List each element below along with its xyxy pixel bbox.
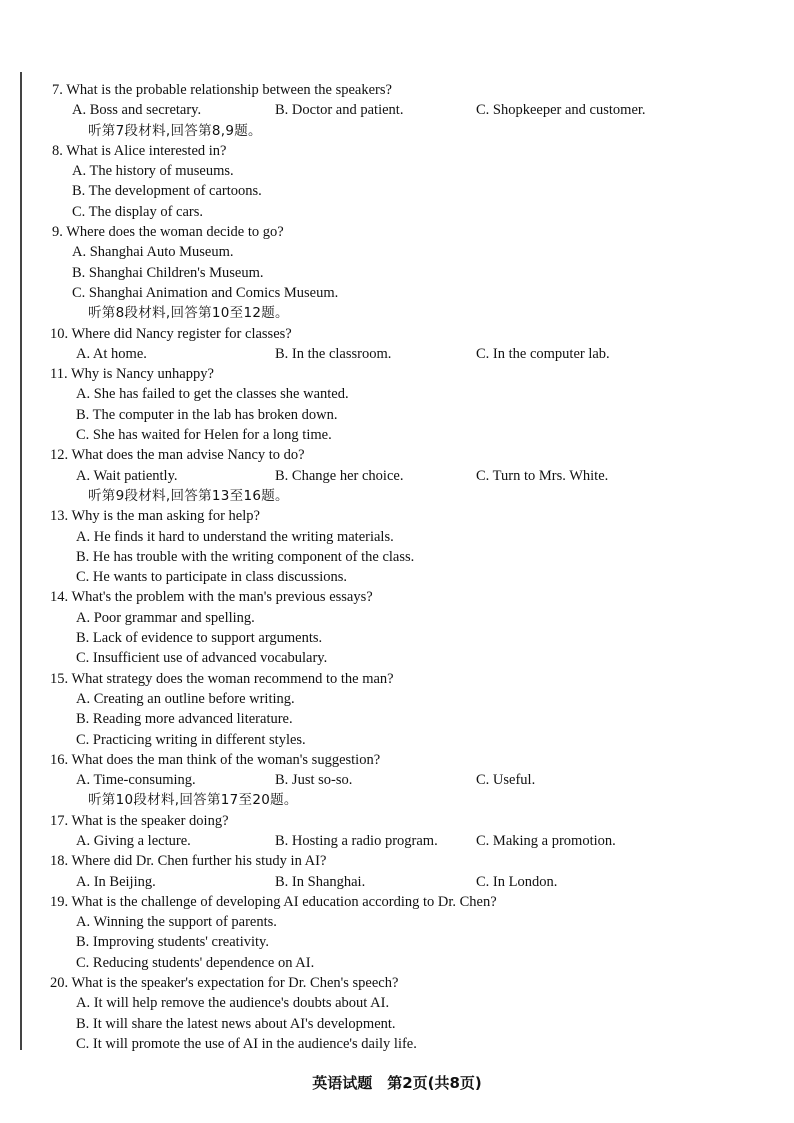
question-18-options bbox=[0, 872, 794, 892]
question-10-option-a: A. At home. bbox=[76, 345, 147, 362]
question-14-option-b: B. Lack of evidence to support arguments. bbox=[76, 630, 323, 647]
section-8-instruction: 听第8段材料,回答第10至12题。 bbox=[88, 305, 289, 322]
question-12-options bbox=[0, 466, 794, 486]
question-19-option-a: A. Winning the support of parents. bbox=[76, 914, 277, 931]
question-7-option-a: A. Boss and secretary. bbox=[72, 102, 202, 119]
question-10-stem: 10. Where did Nancy register for classes? bbox=[50, 325, 292, 342]
question-8-option-c: C. The display of cars. bbox=[72, 203, 204, 220]
question-17-option-a: A. Giving a lecture. bbox=[76, 832, 191, 849]
question-8-option-b: B. The development of cartoons. bbox=[72, 183, 262, 200]
question-7-stem: 7. What is the probable relationship between the speakers? bbox=[52, 82, 392, 98]
question-12-option-b: B. Change her choice. bbox=[275, 467, 404, 484]
question-13-option-b: B. He has trouble with the writing component of the class. bbox=[76, 548, 415, 565]
question-15-option-c: C. Practicing writing in different styles. bbox=[76, 731, 306, 748]
question-20-stem: 20. What is the speaker's expectation for Dr. Chen's speech? bbox=[50, 975, 399, 992]
question-20-option-c: C. It will promote the use of AI in the audience's daily life. bbox=[76, 1035, 417, 1052]
question-10-option-c: C. In the computer lab. bbox=[476, 345, 610, 362]
question-13-option-c: C. He wants to participate in class discussions. bbox=[76, 569, 348, 586]
section-9-instruction: 听第9段材料,回答第13至16题。 bbox=[88, 487, 289, 504]
question-16-option-c: C. Useful. bbox=[476, 772, 536, 789]
question-17-option-c: C. Making a promotion. bbox=[476, 832, 616, 849]
question-15-stem: 15. What strategy does the woman recommend to the man? bbox=[50, 670, 394, 687]
question-16-stem: 16. What does the man think of the woman's suggestion? bbox=[50, 751, 381, 768]
question-19-option-b: B. Improving students' creativity. bbox=[76, 934, 269, 951]
question-13-option-a: A. He finds it hard to understand the writing materials. bbox=[76, 528, 394, 545]
question-17-option-b: B. Hosting a radio program. bbox=[275, 832, 438, 849]
question-20-option-b: B. It will share the latest news about AI's development. bbox=[76, 1015, 396, 1032]
question-11-option-c: C. She has waited for Helen for a long time. bbox=[76, 427, 332, 444]
question-16-option-b: B. Just so-so. bbox=[275, 772, 353, 789]
question-19-stem: 19. What is the challenge of developing AI education according to Dr. Chen? bbox=[50, 893, 497, 910]
question-7-options bbox=[0, 100, 794, 120]
question-17-options bbox=[0, 831, 794, 851]
question-18-option-b: B. In Shanghai. bbox=[275, 873, 366, 890]
question-10-options bbox=[0, 344, 794, 364]
question-18-stem: 18. Where did Dr. Chen further his study in AI? bbox=[50, 853, 327, 870]
question-12-option-c: C. Turn to Mrs. White. bbox=[476, 467, 609, 484]
question-8-stem: 8. What is Alice interested in? bbox=[52, 142, 227, 159]
question-9-option-a: A. Shanghai Auto Museum. bbox=[72, 244, 234, 261]
question-13-stem: 13. Why is the man asking for help? bbox=[50, 508, 260, 525]
question-9-stem: 9. Where does the woman decide to go? bbox=[52, 224, 284, 241]
question-7-option-b: B. Doctor and patient. bbox=[275, 102, 404, 119]
question-18-option-c: C. In London. bbox=[476, 873, 558, 890]
question-14-option-c: C. Insufficient use of advanced vocabulary. bbox=[76, 650, 328, 667]
question-10-option-b: B. In the classroom. bbox=[275, 345, 392, 362]
question-8-option-a: A. The history of museums. bbox=[72, 163, 234, 180]
section-10-instruction: 听第10段材料,回答第17至20题。 bbox=[88, 792, 298, 809]
question-15-option-b: B. Reading more advanced literature. bbox=[76, 711, 293, 728]
question-15-option-a: A. Creating an outline before writing. bbox=[76, 690, 295, 707]
question-16-options bbox=[0, 770, 794, 790]
question-12-stem: 12. What does the man advise Nancy to do? bbox=[50, 447, 305, 464]
question-9-option-b: B. Shanghai Children's Museum. bbox=[72, 264, 264, 281]
question-19-option-c: C. Reducing students' dependence on AI. bbox=[76, 954, 315, 971]
question-20-option-a: A. It will help remove the audience's doubts about AI. bbox=[76, 995, 390, 1012]
question-12-option-a: A. Wait patiently. bbox=[76, 467, 178, 484]
section-7-instruction: 听第7段材料,回答第8,9题。 bbox=[88, 122, 262, 139]
question-11-stem: 11. Why is Nancy unhappy? bbox=[50, 366, 214, 383]
question-list bbox=[0, 80, 794, 1054]
question-11-option-a: A. She has failed to get the classes she wanted. bbox=[76, 386, 349, 403]
question-11-option-b: B. The computer in the lab has broken down. bbox=[76, 406, 338, 423]
question-7-option-c: C. Shopkeeper and customer. bbox=[476, 102, 646, 119]
question-14-stem: 14. What's the problem with the man's previous essays? bbox=[50, 589, 373, 606]
question-17-stem: 17. What is the speaker doing? bbox=[50, 812, 229, 829]
question-14-option-a: A. Poor grammar and spelling. bbox=[76, 609, 255, 626]
question-18-option-a: A. In Beijing. bbox=[76, 873, 156, 890]
question-16-option-a: A. Time-consuming. bbox=[76, 772, 196, 789]
question-9-option-c: C. Shanghai Animation and Comics Museum. bbox=[72, 284, 339, 301]
page-footer: 英语试题 第2页(共8页) bbox=[312, 1074, 482, 1092]
